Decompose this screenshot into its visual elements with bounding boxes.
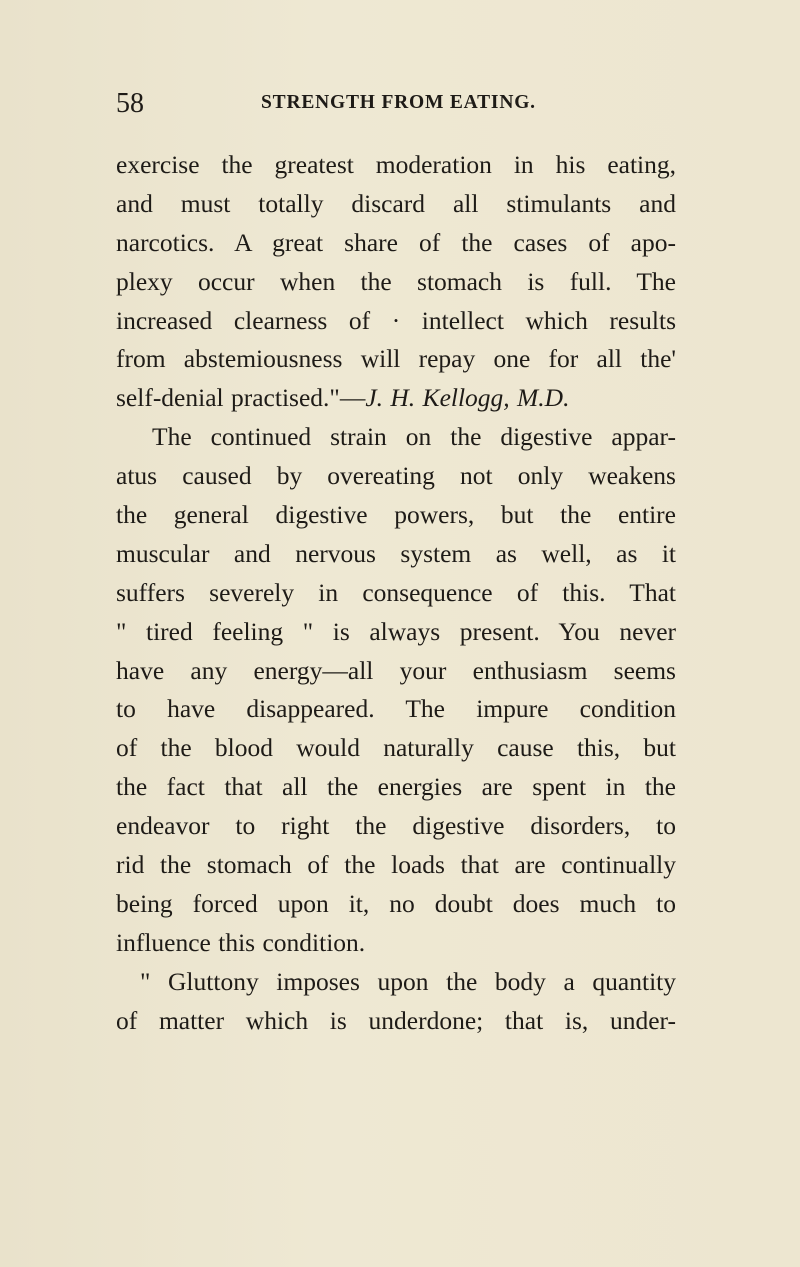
text-line: of the blood would naturally cause this, but <box>116 733 676 763</box>
paragraph-start-line: " Gluttony imposes upon the body a quantity <box>140 966 676 996</box>
text-line: suffers severely in consequence of this. That <box>116 577 676 607</box>
text-line: the fact that all the energies are spent in the <box>116 772 676 802</box>
page-number: 58 <box>116 88 144 119</box>
text-line: " tired feeling " is always present. You never <box>116 616 676 646</box>
text-line: the general digestive powers, but the entire <box>116 500 676 530</box>
text-line: muscular and nervous system as well, as it <box>116 538 676 568</box>
quote-attribution: J. H. Kellogg, M.D. <box>365 383 570 413</box>
text-line-start: self-denial practised."— <box>116 383 366 413</box>
text-line: and must totally discard all stimulants and <box>116 188 676 218</box>
paragraph-start-line: The continued strain on the digestive appar- <box>152 422 676 452</box>
text-line: narcotics. A great share of the cases of apo- <box>116 227 676 257</box>
text-line: atus caused by overeating not only weakens <box>116 461 676 491</box>
text-line: endeavor to right the digestive disorders, to <box>116 811 676 841</box>
text-line: exercise the greatest moderation in his eating, <box>116 150 676 179</box>
text-line: from abstemiousness will repay one for all the' <box>116 344 676 374</box>
text-line: have any energy—all your enthusiasm seems <box>116 655 676 685</box>
text-line: increased clearness of · intellect which results <box>116 305 676 335</box>
text-line: plexy occur when the stomach is full. The <box>116 266 676 296</box>
running-head: STRENGTH FROM EATING. <box>261 92 536 113</box>
text-line: being forced upon it, no doubt does much to <box>116 888 676 918</box>
text-line-with-attribution <box>116 379 676 418</box>
text-line: to have disappeared. The impure condition <box>116 694 676 724</box>
body-text <box>116 146 676 1040</box>
paragraph-end-line: influence this condition. <box>116 927 366 957</box>
text-line: of matter which is underdone; that is, under- <box>116 1005 676 1035</box>
page-header <box>116 88 676 122</box>
text-line: rid the stomach of the loads that are continually <box>116 850 676 880</box>
